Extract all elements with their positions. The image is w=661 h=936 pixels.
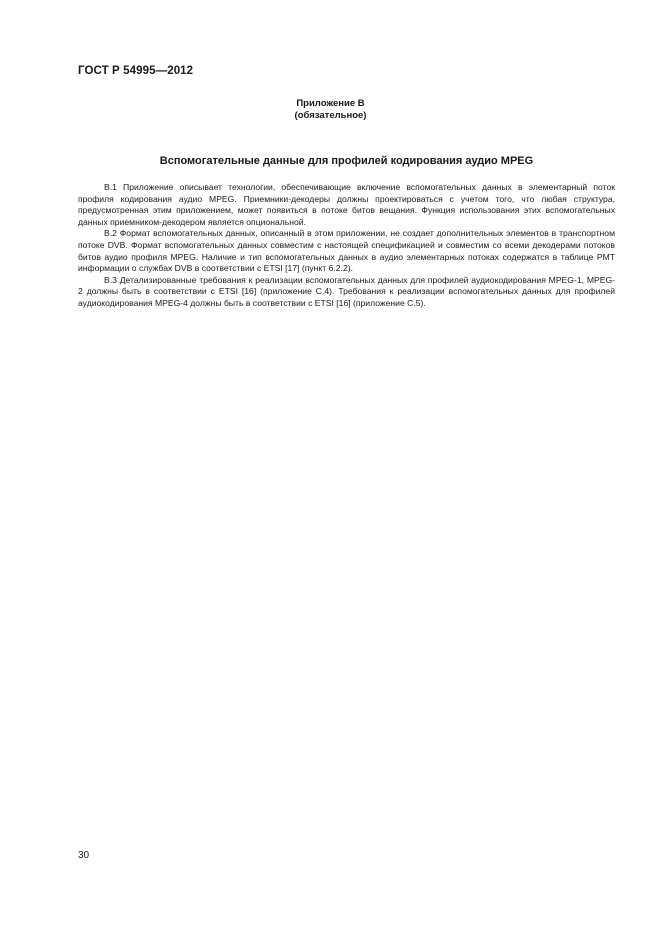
appendix-heading — [0, 98, 661, 122]
paragraph-b1: В.1 Приложение описывает технологии, обеспечивающие включение вспомогательных данных в элементарный поток профиля кодирования аудио MPEG. Приемники-декодеры должны проектироваться с учетом того, что любая структура, предусмотренная этим приложением, может появиться в потоке битов вещания. Функция использования этих вспомогательных данных приемником-декодером является опциональной. — [78, 182, 615, 227]
appendix-body — [78, 182, 615, 310]
paragraph-b2: В.2 Формат вспомогательных данных, описанный в этом приложении, не создает дополнительных элементов в транспортном потоке DVB. Формат вспомогательных данных совместим с настоящей спецификацией и совместим со всеми декодерами потоков битов аудио профиля MPEG. Наличие и тип вспомогательных данных в аудио элементарных потоках содержатся в таблице PMT информации о службах DVB в соответствии с ETSI [17] (пункт 6.2.2). — [78, 228, 615, 274]
appendix-label: Приложение В — [296, 98, 365, 109]
standard-code-header: ГОСТ Р 54995—2012 — [78, 65, 194, 77]
page-number: 30 — [78, 850, 90, 861]
paragraph-b3: В.3 Детализированные требования к реализации вспомогательных данных для профилей аудиокодирования MPEG-1, MPEG-2 должны быть в соответствии с ETSI [16] (приложение С.4). Требования к реализации вспомогательных данных для профилей аудиокодирования MPEG-4 должны быть в соответствии с ETSI [16] (приложение С.5). — [78, 274, 615, 308]
appendix-status: (обязательное) — [294, 110, 367, 121]
appendix-title: Вспомогательные данные для профилей кодирования аудио MPEG — [159, 155, 534, 167]
